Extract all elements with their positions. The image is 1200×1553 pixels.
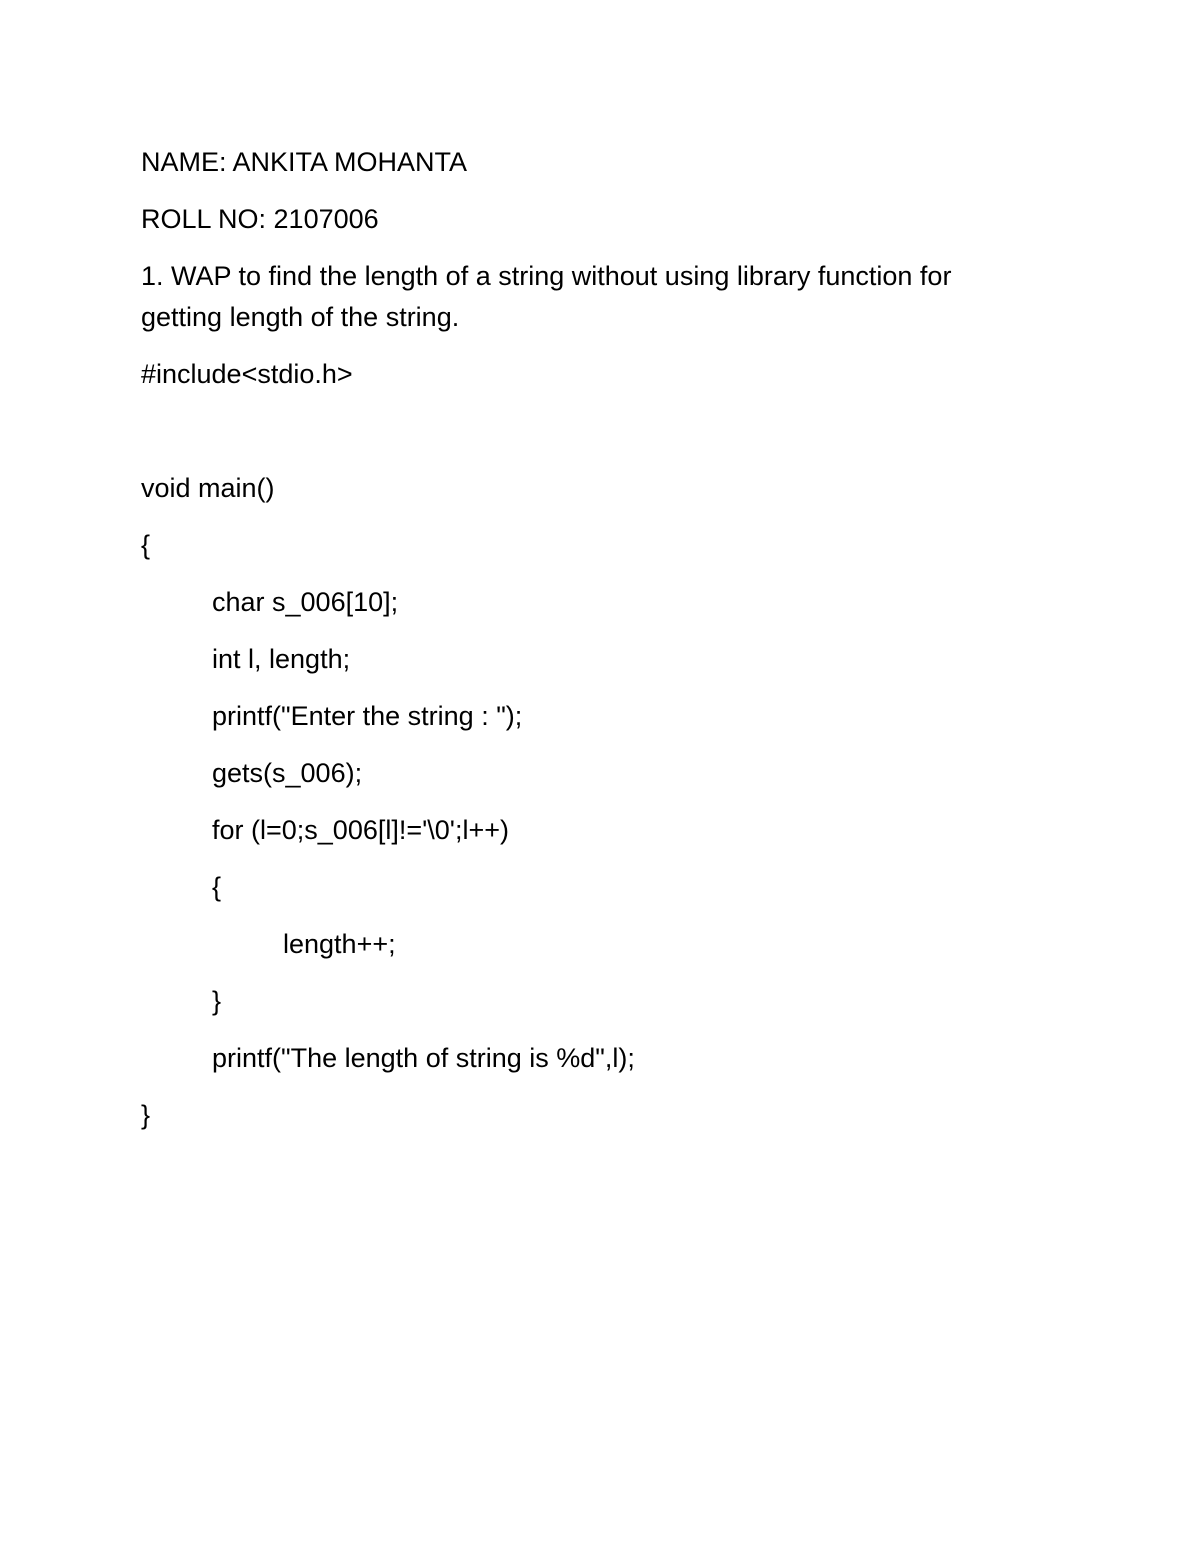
- roll-number-line: ROLL NO: 2107006: [141, 204, 379, 234]
- code-include: #include<stdio.h>: [141, 359, 353, 389]
- code-for-loop: for (l=0;s_006[l]!='\0';l++): [212, 815, 509, 845]
- code-printf-result: printf("The length of string is %d",l);: [212, 1043, 635, 1073]
- code-main-signature: void main(): [141, 473, 275, 503]
- name-line: NAME: ANKITA MOHANTA: [141, 147, 468, 177]
- code-decl-char: char s_006[10];: [212, 587, 399, 617]
- question-line-2: getting length of the string.: [141, 302, 460, 332]
- code-decl-int: int l, length;: [212, 644, 351, 674]
- question-line-1: 1. WAP to find the length of a string without using library function for: [141, 261, 952, 291]
- code-loop-body: length++;: [283, 929, 396, 959]
- code-loop-close-brace: }: [212, 986, 222, 1016]
- code-gets-call: gets(s_006);: [212, 758, 363, 788]
- code-loop-open-brace: {: [212, 872, 222, 902]
- code-close-brace: }: [141, 1100, 151, 1130]
- code-open-brace: {: [141, 530, 151, 560]
- code-printf-prompt: printf("Enter the string : ");: [212, 701, 523, 731]
